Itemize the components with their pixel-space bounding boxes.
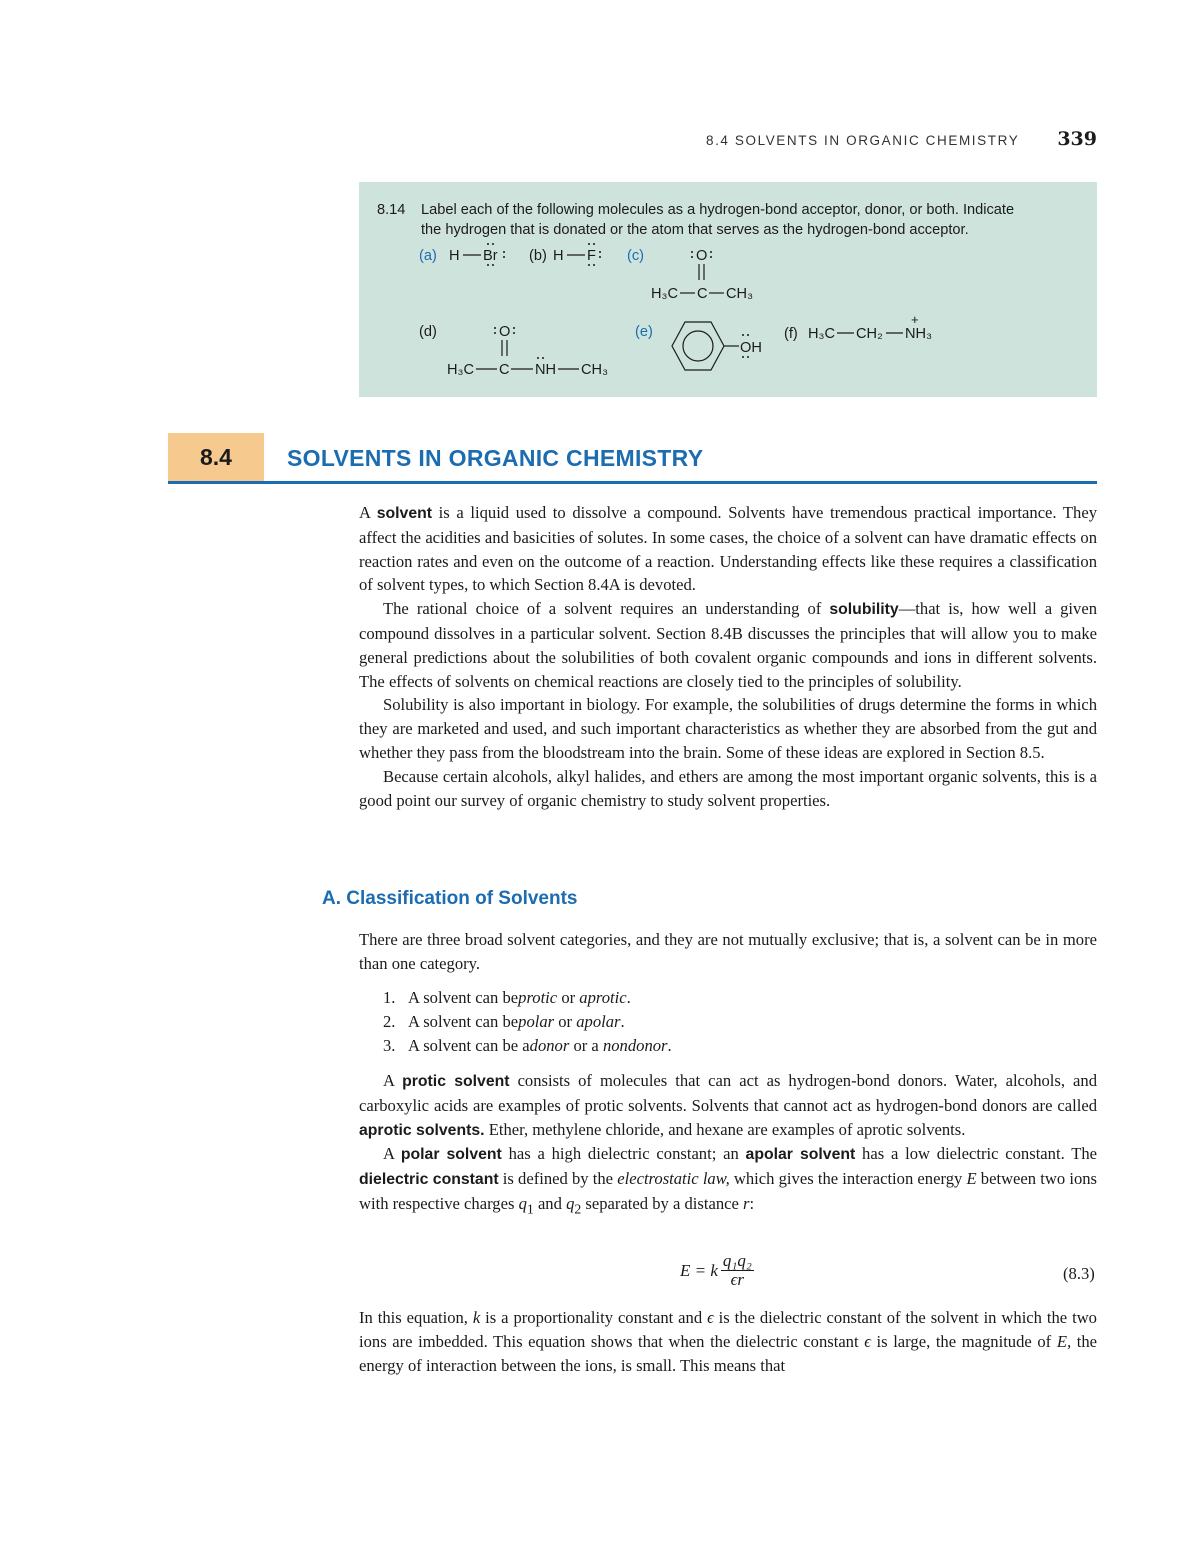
molecule-a	[419, 242, 519, 272]
mol-a-br: Br	[483, 248, 498, 264]
mol-f-ch2: CH₂	[856, 326, 883, 342]
molecule-b	[529, 242, 619, 272]
list-item: 2. A solvent can be polar or apolar .	[383, 1011, 625, 1031]
problem-box	[359, 182, 1097, 397]
problem-number: 8.14	[377, 202, 406, 218]
mol-c-ch3: CH₃	[726, 286, 754, 302]
problem-statement	[377, 200, 1077, 240]
mol-f-h3c: H₃C	[808, 326, 836, 342]
mol-d-nh: NH	[535, 362, 557, 378]
equation-lhs: E = k	[680, 1260, 718, 1280]
list-item: 1. A solvent can be protic or aprotic .	[383, 988, 631, 1007]
paragraph-2: The rational choice of a solvent requires an understanding of solubility—that is, how well a given compound dissolves in a particular solvent. Section 8.4B discusses the principles that will allow you to make general predictions about the solubilities of both covalent organic compounds and ions in different solvents. The effects of solvents on chemical reactions are closely tied to the principles of solubility.	[359, 599, 1098, 691]
term-aprotic-solvents: aprotic solvents.	[359, 1121, 485, 1139]
label-f: (f)	[784, 326, 798, 342]
classification-intro: There are three broad solvent categories, and they are not mutually exclusive; that is, a solvent can be in more than one category.	[359, 930, 1097, 973]
label-b: (b)	[529, 248, 547, 264]
molecule-f	[784, 312, 964, 356]
equation-numerator: q₁q₂	[722, 1251, 752, 1270]
mol-c-c: C	[697, 286, 708, 302]
mol-d-c: C	[499, 362, 510, 378]
mol-c-h3c: H₃C	[651, 286, 679, 302]
running-head-title: 8.4 SOLVENTS IN ORGANIC CHEMISTRY	[705, 133, 1020, 148]
section-number: 8.4	[168, 433, 264, 481]
solvent-types-text	[359, 1069, 1097, 1221]
term-dielectric-constant: dielectric constant	[359, 1171, 499, 1189]
equation-number: (8.3)	[1063, 1264, 1095, 1283]
mol-d-ch3: CH₃	[581, 362, 609, 378]
mol-c-o: O	[696, 248, 708, 264]
term-protic-solvent: protic solvent	[402, 1073, 510, 1090]
subsection-heading: A. Classification of Solvents	[322, 888, 578, 909]
problem-line-1: Label each of the following molecules as a hydrogen-bond acceptor, donor, or both. Indicate	[421, 202, 1015, 218]
term-apolar-solvent: apolar solvent	[745, 1146, 856, 1164]
section-heading	[168, 433, 1097, 484]
paragraph-1: A solvent is a liquid used to dissolve a compound. Solvents have tremendous practical importance. They affect the acidities and basicities of solutes. In some cases, the choice of a solvent can have dramatic effects on reaction rates and even on the outcome of a reaction. Understanding effects like these requires a classification of solvent types, to which Section 8.4A is devoted.	[359, 503, 1098, 595]
label-e: (e)	[635, 324, 653, 340]
running-head	[706, 128, 1097, 150]
mol-b-h: H	[553, 248, 564, 264]
label-a: (a)	[419, 248, 437, 264]
polar-paragraph: A polar solvent has a high dielectric constant; an apolar solvent has a low dielectric constant. The dielectric constant is defined by the electrostatic law, which gives the interaction energy E between two ions with respective charges $q_1$ and $q_2$ separated by a distance r:	[359, 1144, 1097, 1217]
equation-fraction	[721, 1252, 754, 1289]
mol-e-oh: OH	[740, 340, 762, 356]
label-c: (c)	[627, 248, 645, 264]
list-item: 3. A solvent can be a donor or a nondonor .	[383, 1035, 672, 1055]
term-polar-solvent: polar solvent	[400, 1146, 502, 1164]
term-solvent: solvent	[376, 505, 433, 522]
label-d: (d)	[419, 324, 437, 340]
page-number: 339	[1057, 128, 1097, 150]
mol-b-f: F	[587, 248, 596, 264]
section-title: SOLVENTS IN ORGANIC CHEMISTRY	[287, 445, 704, 471]
equation-denominator: ϵr	[730, 1270, 745, 1289]
final-paragraph: In this equation, k is a proportionality constant and ϵ is the dielectric constant of the solvent in which the two ions are imbedded. This equation shows that when the dielectric constant ϵ is large, the magnitude of E, the energy of interaction between the ions, is small. This means that	[359, 1308, 1097, 1375]
mol-d-o: O	[499, 324, 511, 340]
molecule-e	[635, 316, 775, 378]
paragraph-4: Because certain alcohols, alkyl halides, and ethers are among the most important organic solvents, this is a good point our survey of organic chemistry to study solvent properties.	[359, 766, 1097, 810]
mol-d-h3c: H₃C	[447, 362, 475, 378]
intro-text	[359, 501, 1097, 812]
mol-f-charge: +	[911, 312, 919, 327]
molecule-c	[627, 242, 787, 304]
molecule-d	[419, 318, 629, 380]
problem-line-2: the hydrogen that is donated or the atom that serves as the hydrogen-bond acceptor.	[421, 222, 969, 238]
equation	[680, 1252, 754, 1289]
mol-a-h: H	[449, 248, 460, 264]
category-list	[383, 986, 672, 1057]
term-solubility: solubility	[829, 601, 899, 619]
protic-paragraph: A protic solvent consists of molecules that can act as hydrogen-bond donors. Water, alcohols, and carboxylic acids are examples of protic solvents. Solvents that cannot act as hydrogen-bond donors are called aprotic solvents. Ether, methylene chloride, and hexane are examples of aprotic solvents.	[359, 1071, 1098, 1139]
paragraph-3: Solubility is also important in biology. For example, the solubilities of drugs determine the forms in which they are marketed and used, and such important characteristics as whether they are absorbed from the gut and whether they pass from the bloodstream into the brain. Some of these ideas are explored in Section 8.5.	[359, 695, 1097, 762]
mol-f-nh3: NH₃	[905, 326, 933, 342]
